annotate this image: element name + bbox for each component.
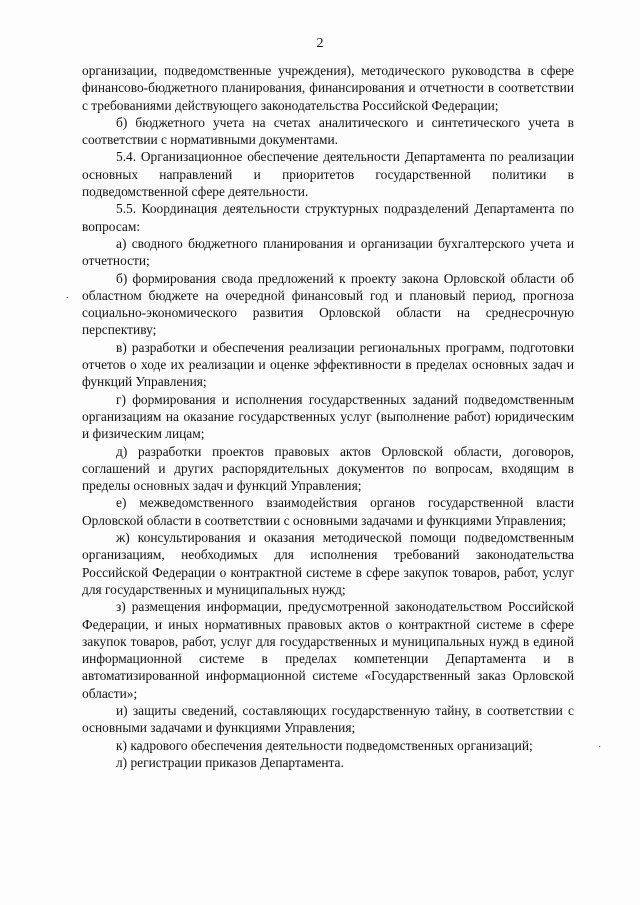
paragraph-item-i: и) защиты сведений, составляющих государственную тайну, в соответствии с основными задачами и функциями Управления; [82, 702, 574, 736]
scan-speck: . [66, 290, 69, 301]
paragraph-item-z: з) размещения информации, предусмотренной законодательством Российской Федерации, и иных нормативных правовых актов о контрактной системе в сфере закупок товаров, работ, услуг для государственных и муниципальных нужд в единой информационной системе в пределах компетенции Департамента и в автоматизированной информационной системе «Государственный заказ Орловской области»; [82, 599, 574, 701]
page-number: 2 [316, 36, 324, 51]
paragraph-continuation: организации, подведомственные учреждения), методического руководства в сфере финансово-бюджетного планирования, финансирования и отчетности в соответствии с требованиями действующего законодательства Российской Федерации; [82, 63, 574, 113]
paragraph-item-b: б) формирования свода предложений к проекту закона Орловской области об областном бюджете на очередной финансовый год и плановый период, прогноза социально-экономического развития Орловской области на среднесрочную перспективу; [82, 270, 574, 338]
paragraph-5-5: 5.5. Координация деятельности структурных подразделений Департамента по вопросам: [82, 201, 574, 234]
paragraph-item-a: а) сводного бюджетного планирования и организации бухгалтерского учета и отчетности; [82, 235, 574, 269]
paragraph-item-g: г) формирования и исполнения государственных заданий подведомственным организациям на оказание государственных услуг (выполнение работ) юридическим и физическим лицам; [82, 391, 574, 442]
paragraph-item-d: д) разработки проектов правовых актов Орловской области, договоров, соглашений и других распорядительных документов по вопросам, входящим в пределы основных задач и функций Управления; [82, 443, 574, 494]
paragraph-item-e: е) межведомственного взаимодействия органов государственной власти Орловской области в соответствии с основными задачами и функциями Управления; [82, 495, 574, 528]
paragraph-item-l: л) регистрации приказов Департамента. [116, 754, 344, 770]
document-body [82, 62, 574, 771]
paragraph-item-b-accounting: б) бюджетного учета на счетах аналитического и синтетического учета в соответствии с нормативными документами. [82, 114, 574, 148]
paragraph-5-4: 5.4. Организационное обеспечение деятельности Департамента по реализации основных направлений и приоритетов государственной политики в подведомственной сфере деятельности. [82, 149, 574, 200]
paragraph-item-k: к) кадрового обеспечения деятельности подведомственных организаций; [116, 737, 533, 753]
scan-speck: · [598, 742, 602, 753]
paragraph-item-zh: ж) консультирования и оказания методической помощи подведомственным организациям, необходимых для исполнения требований законодательства Российской Федерации о контрактной системе в сфере закупок товаров, работ, услуг для государственных и муниципальных нужд; [82, 530, 574, 597]
paragraph-item-v: в) разработки и обеспечения реализации региональных программ, подготовки отчетов о ходе их реализации и оценке эффективности в пределах основных задач и функций Управления; [82, 339, 574, 390]
